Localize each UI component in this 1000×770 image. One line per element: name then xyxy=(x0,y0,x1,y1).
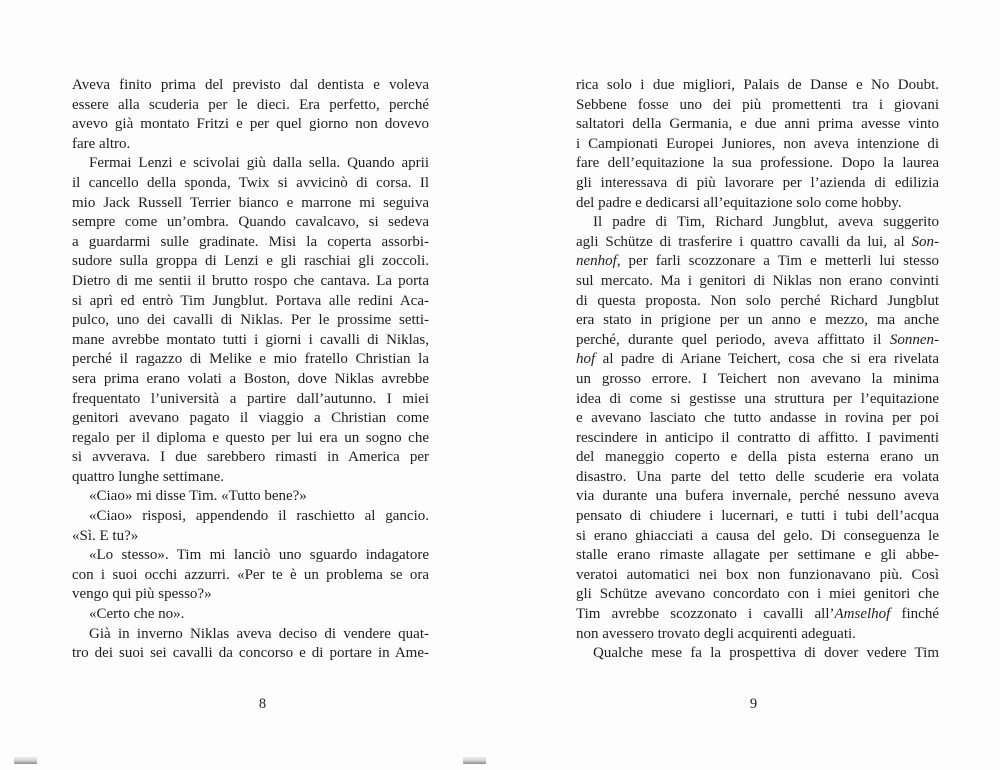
text-line: «Lo stesso». Tim mi lanciò uno sguardo indagatore xyxy=(89,547,429,564)
scan-corner-mark-right xyxy=(463,757,486,764)
text-line: genitori avevano pagato il viaggio a Christian come xyxy=(72,410,429,427)
text-line: pulco, uno dei cavalli di Niklas. Per le prossime setti- xyxy=(72,312,429,329)
paragraph xyxy=(72,546,429,605)
text-line: agli Schütze di trasferire i quattro cavalli da lui, al Son- xyxy=(576,233,939,250)
text-line: avevo già montato Fritzi e per quel giorno non dovevo xyxy=(72,116,429,133)
text-line: vengo qui più spesso?» xyxy=(72,586,212,603)
text-line: del padre e dedicarsi all’equitazione solo come hobby. xyxy=(576,194,902,211)
text-line: via durante una bufera invernale, perché nessuno aveva xyxy=(576,488,939,505)
text-line: non avessero trovato degli acquirenti adeguati. xyxy=(576,625,856,642)
text-line: Già in inverno Niklas aveva deciso di vendere quat- xyxy=(89,625,429,642)
text-line: rica solo i due migliori, Palais de Danse e No Doubt. xyxy=(576,77,939,93)
text-line: del maneggio coperto e della pista esterna erano un xyxy=(576,449,939,466)
text-line: gli interessava di più lavorare per l’azienda di edilizia xyxy=(576,174,939,191)
text-line: sera prima erano volati a Boston, dove Niklas avrebbe xyxy=(72,370,429,387)
paragraph xyxy=(72,605,429,625)
text-line: fare dell’equitazione la sua professione. Dopo la laurea xyxy=(576,155,939,172)
scan-corner-mark-left xyxy=(14,757,37,764)
text-line: «Certo che no». xyxy=(89,606,185,623)
paragraph xyxy=(72,507,429,546)
text-line: Aveva finito prima del previsto dal dentista e voleva xyxy=(72,77,429,93)
text-line: con i suoi occhi azzurri. «Per te è un problema se ora xyxy=(72,566,429,583)
text-line: mio Jack Russell Terrier bianco e marrone mi seguiva xyxy=(72,194,429,211)
text-line: perché il ragazzo di Melike e mio fratello Christian la xyxy=(72,351,429,368)
text-line: frequentato l’università a partire dall’autunno. I miei xyxy=(72,390,429,407)
text-line: quattro lunghe settimane. xyxy=(72,468,225,485)
text-line: mane avrebbe montato tutti i giorni i cavalli di Niklas, xyxy=(72,331,429,348)
text-line: pensato di chiudere i lucernari, e tutti i tubi dell’acqua xyxy=(576,508,939,525)
left-page-text-block xyxy=(72,76,429,664)
text-line: sudore sulla groppa di Lenzi e gli raschiai gli zoccoli. xyxy=(72,253,429,270)
text-line: tro dei suoi sei cavalli da concorso e di portare in Ame- xyxy=(72,645,429,662)
text-line: disastro. Una parte del tetto delle scuderie era volata xyxy=(576,468,939,485)
paragraph xyxy=(576,76,939,213)
paragraph xyxy=(576,213,939,644)
text-line: gli Schütze avevano concordato con i miei genitori che xyxy=(576,586,939,603)
text-line: stalle erano rimaste allagate per settimane e gli abbe- xyxy=(576,547,939,564)
text-line: Sebbene fosse uno dei più promettenti tra i giovani xyxy=(576,96,939,113)
text-line: «Ciao» risposi, appendendo il raschietto al gancio. xyxy=(89,508,429,525)
paragraph xyxy=(72,154,429,487)
text-line: idea di come si gestisse una struttura per l’equitazione xyxy=(576,390,939,407)
text-line: «Sì. E tu?» xyxy=(72,527,139,544)
text-line: di questa proposta. Non solo perché Richard Jungblut xyxy=(576,292,939,309)
text-line: si aprì ed entrò Tim Jungblut. Portava alle redini Aca- xyxy=(72,292,429,309)
text-line: fare altro. xyxy=(72,135,131,152)
page-number-right: 9 xyxy=(749,696,758,712)
text-line: Fermai Lenzi e scivolai giù dalla sella. Quando aprii xyxy=(89,155,429,172)
text-line: nenhof, per farli scozzonare a Tim e metterli lui stesso xyxy=(576,253,939,270)
paragraph xyxy=(72,487,429,507)
text-line: regalo per il diploma e questo per lui era un sogno che xyxy=(72,429,429,446)
paragraph xyxy=(72,625,429,664)
text-line: a guardarmi sulle gradinate. Misi la coperta assorbi- xyxy=(72,233,429,250)
paragraph xyxy=(72,76,429,154)
right-page-text-block xyxy=(576,76,939,664)
text-line: perché, durante quel periodo, aveva affittato il Sonnen- xyxy=(576,331,939,348)
text-line: era stato in prigione per un anno e mezzo, ma anche xyxy=(576,312,939,329)
text-line: veratoi automatici nei box non funzionavano più. Così xyxy=(576,566,939,583)
text-line: sempre come un’ombra. Quando cavalcavo, si sedeva xyxy=(72,214,429,231)
text-line: hof al padre di Ariane Teichert, cosa che si era rivelata xyxy=(576,351,939,368)
text-line: i Campionati Europei Juniores, non aveva intenzione di xyxy=(576,135,939,152)
text-line: il cancello della sponda, Twix si avvicinò di corsa. Il xyxy=(72,174,429,191)
page-number-left: 8 xyxy=(258,696,267,712)
text-line: si erano ghiacciati a causa del gelo. Di conseguenza le xyxy=(576,527,939,544)
text-line: Tim avrebbe scozzonato i cavalli all’Amselhof finché xyxy=(576,606,939,623)
text-line: Il padre di Tim, Richard Jungblut, aveva suggerito xyxy=(593,214,939,231)
text-line: Qualche mese fa la prospettiva di dover vedere Tim xyxy=(593,645,939,662)
text-line: «Ciao» mi disse Tim. «Tutto bene?» xyxy=(89,488,307,505)
text-line: essere alla scuderia per le dieci. Era perfetto, perché xyxy=(72,96,429,113)
paragraph xyxy=(576,644,939,664)
text-line: Dietro di me sentii il brutto rospo che cantava. La porta xyxy=(72,272,429,289)
text-line: rescindere in anticipo il contratto di affitto. I pavimenti xyxy=(576,429,939,446)
text-line: un grosso errore. I Teichert non avevano la minima xyxy=(576,370,939,387)
text-line: si avverava. I due sarebbero rimasti in America per xyxy=(72,449,429,466)
text-line: e avevano lasciato che tutto andasse in rovina per poi xyxy=(576,410,939,427)
text-line: saltatori della Germania, e due anni prima avesse vinto xyxy=(576,116,939,133)
text-line: sul mercato. Ma i genitori di Niklas non erano convinti xyxy=(576,272,939,289)
